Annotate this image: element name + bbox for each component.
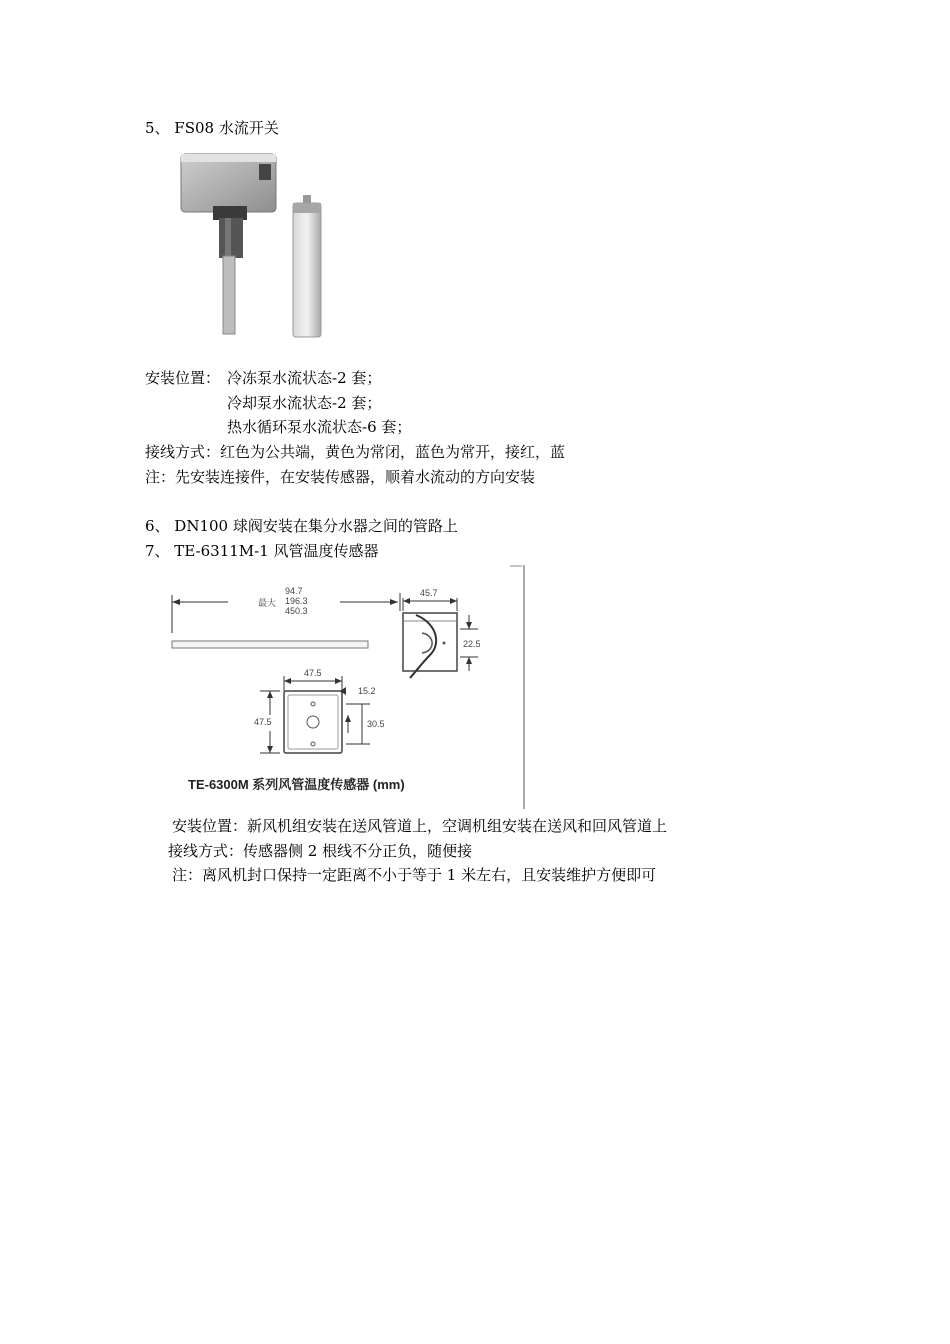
length-3: 450.3 xyxy=(285,606,308,616)
length-2: 196.3 xyxy=(285,596,308,606)
install-position-label: 安装位置： xyxy=(145,369,221,387)
duct-install-position: 安装位置：新风机组安装在送风管道上，空调机组安装在送风和回风管道上 xyxy=(172,817,668,835)
install-line-2: 冷却泵水流状态-2 套； xyxy=(227,394,382,412)
duct-wiring-method: 接线方式：传感器侧 2 根线不分正负，随便接 xyxy=(168,842,473,860)
dim-top-right: 45.7 xyxy=(420,588,438,598)
install-note: 注：先安装连接件，在安装传感器，顺着水流动的方向安装 xyxy=(145,468,536,486)
dim-hole-offset: 15.2 xyxy=(358,686,376,696)
drawing-caption: TE-6300M 系列风管温度传感器 (mm) xyxy=(188,777,405,792)
max-label: 最大 xyxy=(258,598,277,608)
dim-hole-spacing: 30.5 xyxy=(367,719,385,729)
dim-right-height: 22.5 xyxy=(463,639,481,649)
install-line-1: 冷冻泵水流状态-2 套； xyxy=(227,369,382,387)
length-1: 94.7 xyxy=(285,586,303,596)
install-line-3: 热水循环泵水流状态-6 套； xyxy=(227,418,412,436)
wiring-method: 接线方式：红色为公共端，黄色为常闭，蓝色为常开，接红，蓝 xyxy=(145,443,566,461)
section-7-heading: 7、 TE-6311M-1 风管温度传感器 xyxy=(145,542,379,560)
section-6-heading: 6、 DN100 球阀安装在集分水器之间的管路上 xyxy=(145,517,458,535)
dim-box-height: 47.5 xyxy=(254,717,272,727)
dim-box-width: 47.5 xyxy=(304,668,322,678)
section-5-heading: 5、 FS08 水流开关 xyxy=(145,119,279,137)
duct-install-note: 注：离风机封口保持一定距离不小于等于 1 米左右，且安装维护方便即可 xyxy=(172,866,657,884)
flow-switch-photo xyxy=(175,148,335,347)
duct-sensor-drawing xyxy=(160,563,530,817)
